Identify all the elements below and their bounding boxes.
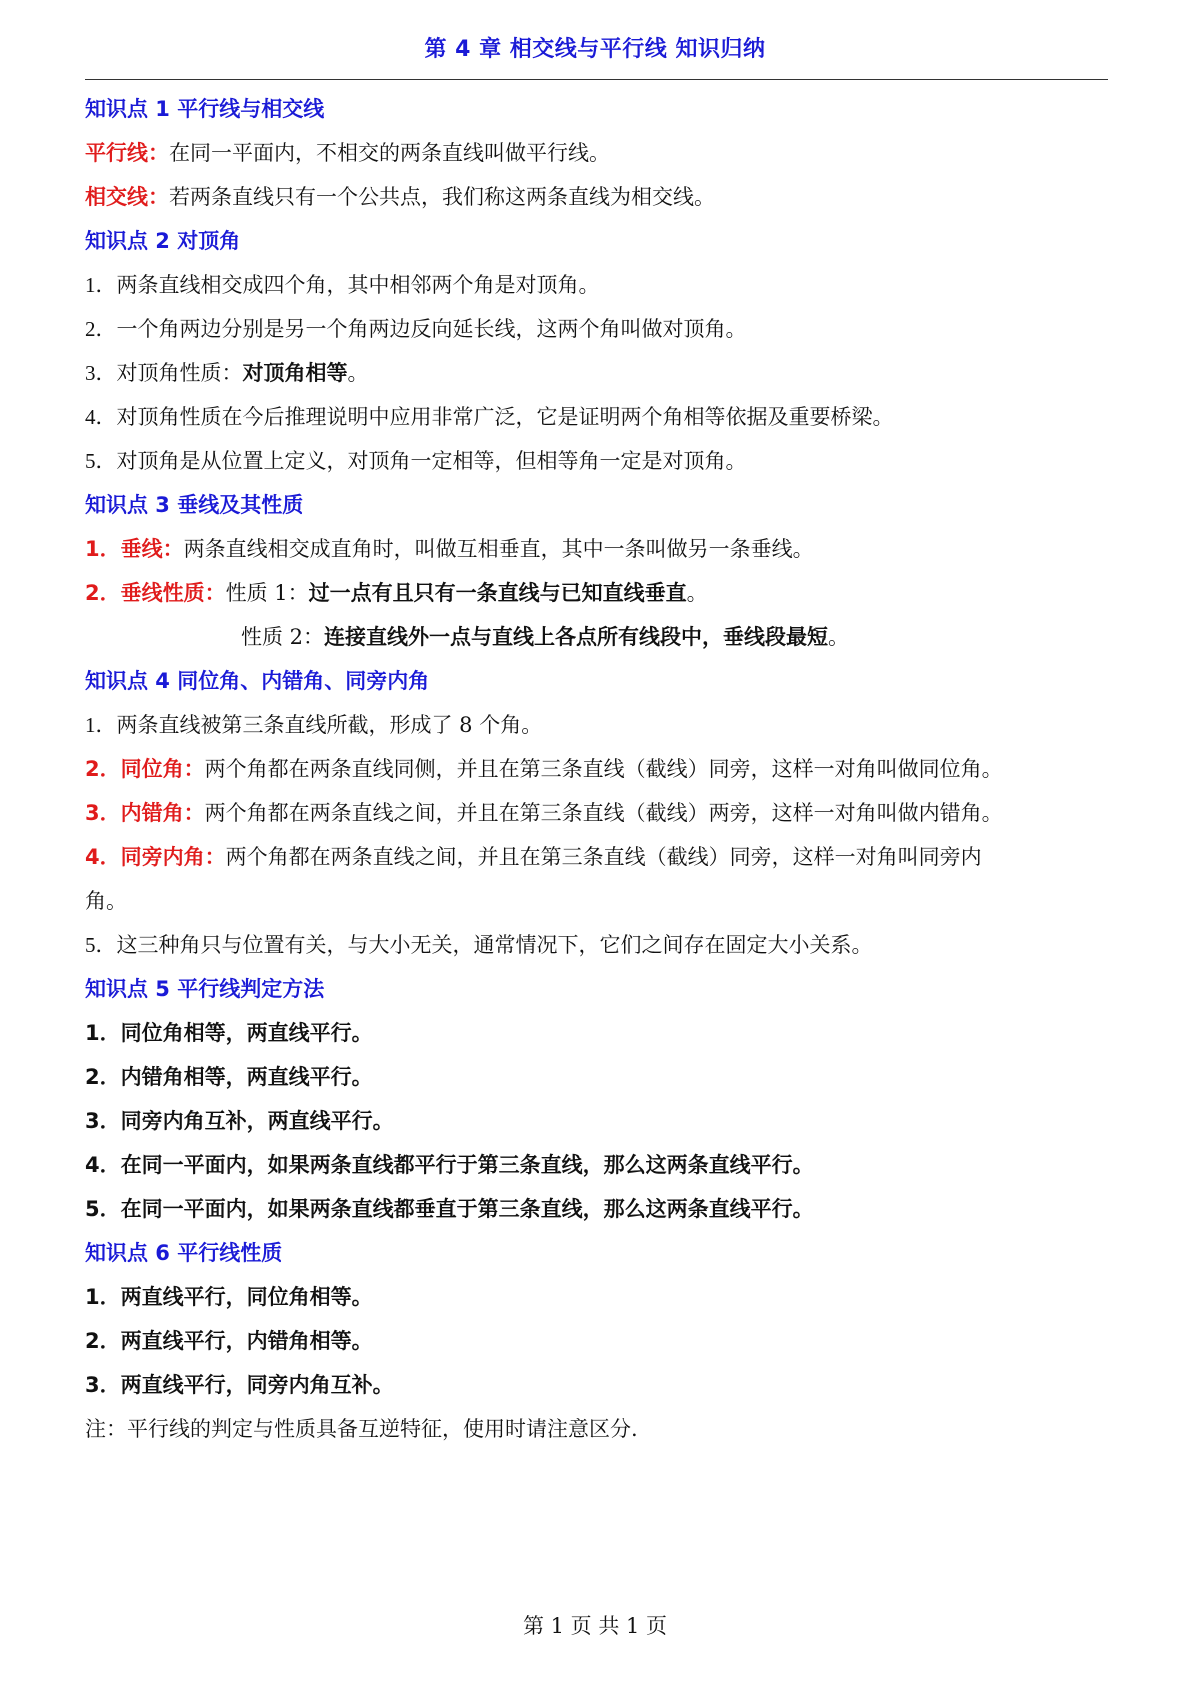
- item-number: 2．: [85, 317, 117, 341]
- item-text: 两条直线相交成四个角，其中相邻两个角是对顶角。: [116, 273, 600, 297]
- intersect-text: 若两条直线只有一个公共点，我们称这两条直线为相交线。: [169, 185, 715, 209]
- item-text: 对顶角性质在今后推理说明中应用非常广泛，它是证明两个角相等依据及重要桥梁。: [116, 405, 894, 429]
- section-5-heading: 知识点 5 平行线判定方法: [85, 977, 325, 1001]
- property-2-text: 连接直线外一点与直线上各点所有线段中，垂线段最短: [324, 625, 829, 649]
- item-punctuation: 。: [828, 625, 850, 649]
- s4-item-4: [85, 842, 982, 872]
- section-2-heading: 知识点 2 对顶角: [85, 229, 241, 253]
- intersect-term: 相交线：: [85, 185, 169, 209]
- item-number: 1．: [85, 273, 117, 297]
- s6-item-2: 2．两直线平行，内错角相等。: [85, 1329, 373, 1353]
- s5-item-1: 1．同位角相等，两直线平行。: [85, 1021, 373, 1045]
- s6-item-3: 3．两直线平行，同旁内角互补。: [85, 1373, 394, 1397]
- s5-item-5: 5．在同一平面内，如果两条直线都垂直于第三条直线，那么这两条直线平行。: [85, 1197, 814, 1221]
- s5-item-2: 2．内错角相等，两直线平行。: [85, 1065, 373, 1089]
- title-divider: [85, 79, 1108, 80]
- section-4-heading: 知识点 4 同位角、内错角、同旁内角: [85, 669, 430, 693]
- s2-item-4: [85, 402, 894, 432]
- s3-item-2: [85, 578, 708, 608]
- item-number: 5．: [85, 933, 117, 957]
- s5-item-3: 3．同旁内角互补，两直线平行。: [85, 1109, 394, 1133]
- s4-item-2: [85, 754, 1003, 784]
- page-footer: 第 1 页 共 1 页: [522, 1614, 668, 1638]
- item-number: 5．: [85, 449, 117, 473]
- item-number: 1．: [85, 713, 117, 737]
- item-text: 对顶角是从位置上定义，对顶角一定相等，但相等角一定是对顶角。: [116, 449, 747, 473]
- item-text: 两个角都在两条直线之间，并且在第三条直线（截线）两旁，这样一对角叫做内错角。: [204, 801, 1003, 825]
- document-title: 第 4 章 相交线与平行线 知识归纳: [424, 37, 766, 62]
- perpendicular-term: 1．垂线：: [85, 537, 184, 561]
- item-text: 对顶角性质：: [116, 361, 243, 385]
- item-punctuation: 。: [347, 361, 369, 385]
- s4-item-3: [85, 798, 1003, 828]
- section-6-heading: 知识点 6 平行线性质: [85, 1241, 283, 1265]
- section-3-heading: 知识点 3 垂线及其性质: [85, 493, 304, 517]
- co-interior-angle-term: 4．同旁内角：: [85, 845, 226, 869]
- property-2-label: 性质 2：: [241, 625, 325, 649]
- corresponding-angle-term: 2．同位角：: [85, 757, 205, 781]
- item-bold-text: 对顶角相等: [242, 361, 348, 385]
- s3-item-1: [85, 534, 814, 564]
- parallel-text: 在同一平面内，不相交的两条直线叫做平行线。: [169, 141, 610, 165]
- s6-note: 注：平行线的判定与性质具备互逆特征，使用时请注意区分.: [85, 1417, 638, 1441]
- item-text: 两条直线被第三条直线所截，形成了 8 个角。: [116, 713, 543, 737]
- s2-item-2: [85, 314, 747, 344]
- s2-item-3: [85, 358, 369, 388]
- alternate-angle-term: 3．内错角：: [85, 801, 205, 825]
- s4-item-4-continued: 角。: [85, 889, 127, 913]
- item-text: 这三种角只与位置有关，与大小无关，通常情况下，它们之间存在固定大小关系。: [116, 933, 873, 957]
- parallel-term: 平行线：: [85, 141, 169, 165]
- item-punctuation: 。: [686, 581, 708, 605]
- item-text: 两个角都在两条直线同侧，并且在第三条直线（截线）同旁，这样一对角叫做同位角。: [204, 757, 1003, 781]
- perpendicular-property-term: 2．垂线性质：: [85, 581, 226, 605]
- item-text: 两个角都在两条直线之间，并且在第三条直线（截线）同旁，这样一对角叫同旁内: [225, 845, 982, 869]
- s1-intersect-definition: [85, 182, 715, 212]
- item-text: 一个角两边分别是另一个角两边反向延长线，这两个角叫做对顶角。: [116, 317, 747, 341]
- property-1-text: 过一点有且只有一条直线与已知直线垂直: [308, 581, 687, 605]
- s4-item-5: [85, 930, 873, 960]
- s2-item-5: [85, 446, 747, 476]
- s3-property-2: [241, 622, 849, 652]
- s2-item-1: [85, 270, 600, 300]
- s6-item-1: 1．两直线平行，同位角相等。: [85, 1285, 373, 1309]
- s4-item-1: [85, 710, 542, 740]
- s5-item-4: 4．在同一平面内，如果两条直线都平行于第三条直线，那么这两条直线平行。: [85, 1153, 814, 1177]
- item-number: 3．: [85, 361, 117, 385]
- item-text: 两条直线相交成直角时，叫做互相垂直，其中一条叫做另一条垂线。: [183, 537, 814, 561]
- s1-parallel-definition: [85, 138, 610, 168]
- property-1-label: 性质 1：: [225, 581, 309, 605]
- section-1-heading: 知识点 1 平行线与相交线: [85, 97, 325, 121]
- item-number: 4．: [85, 405, 117, 429]
